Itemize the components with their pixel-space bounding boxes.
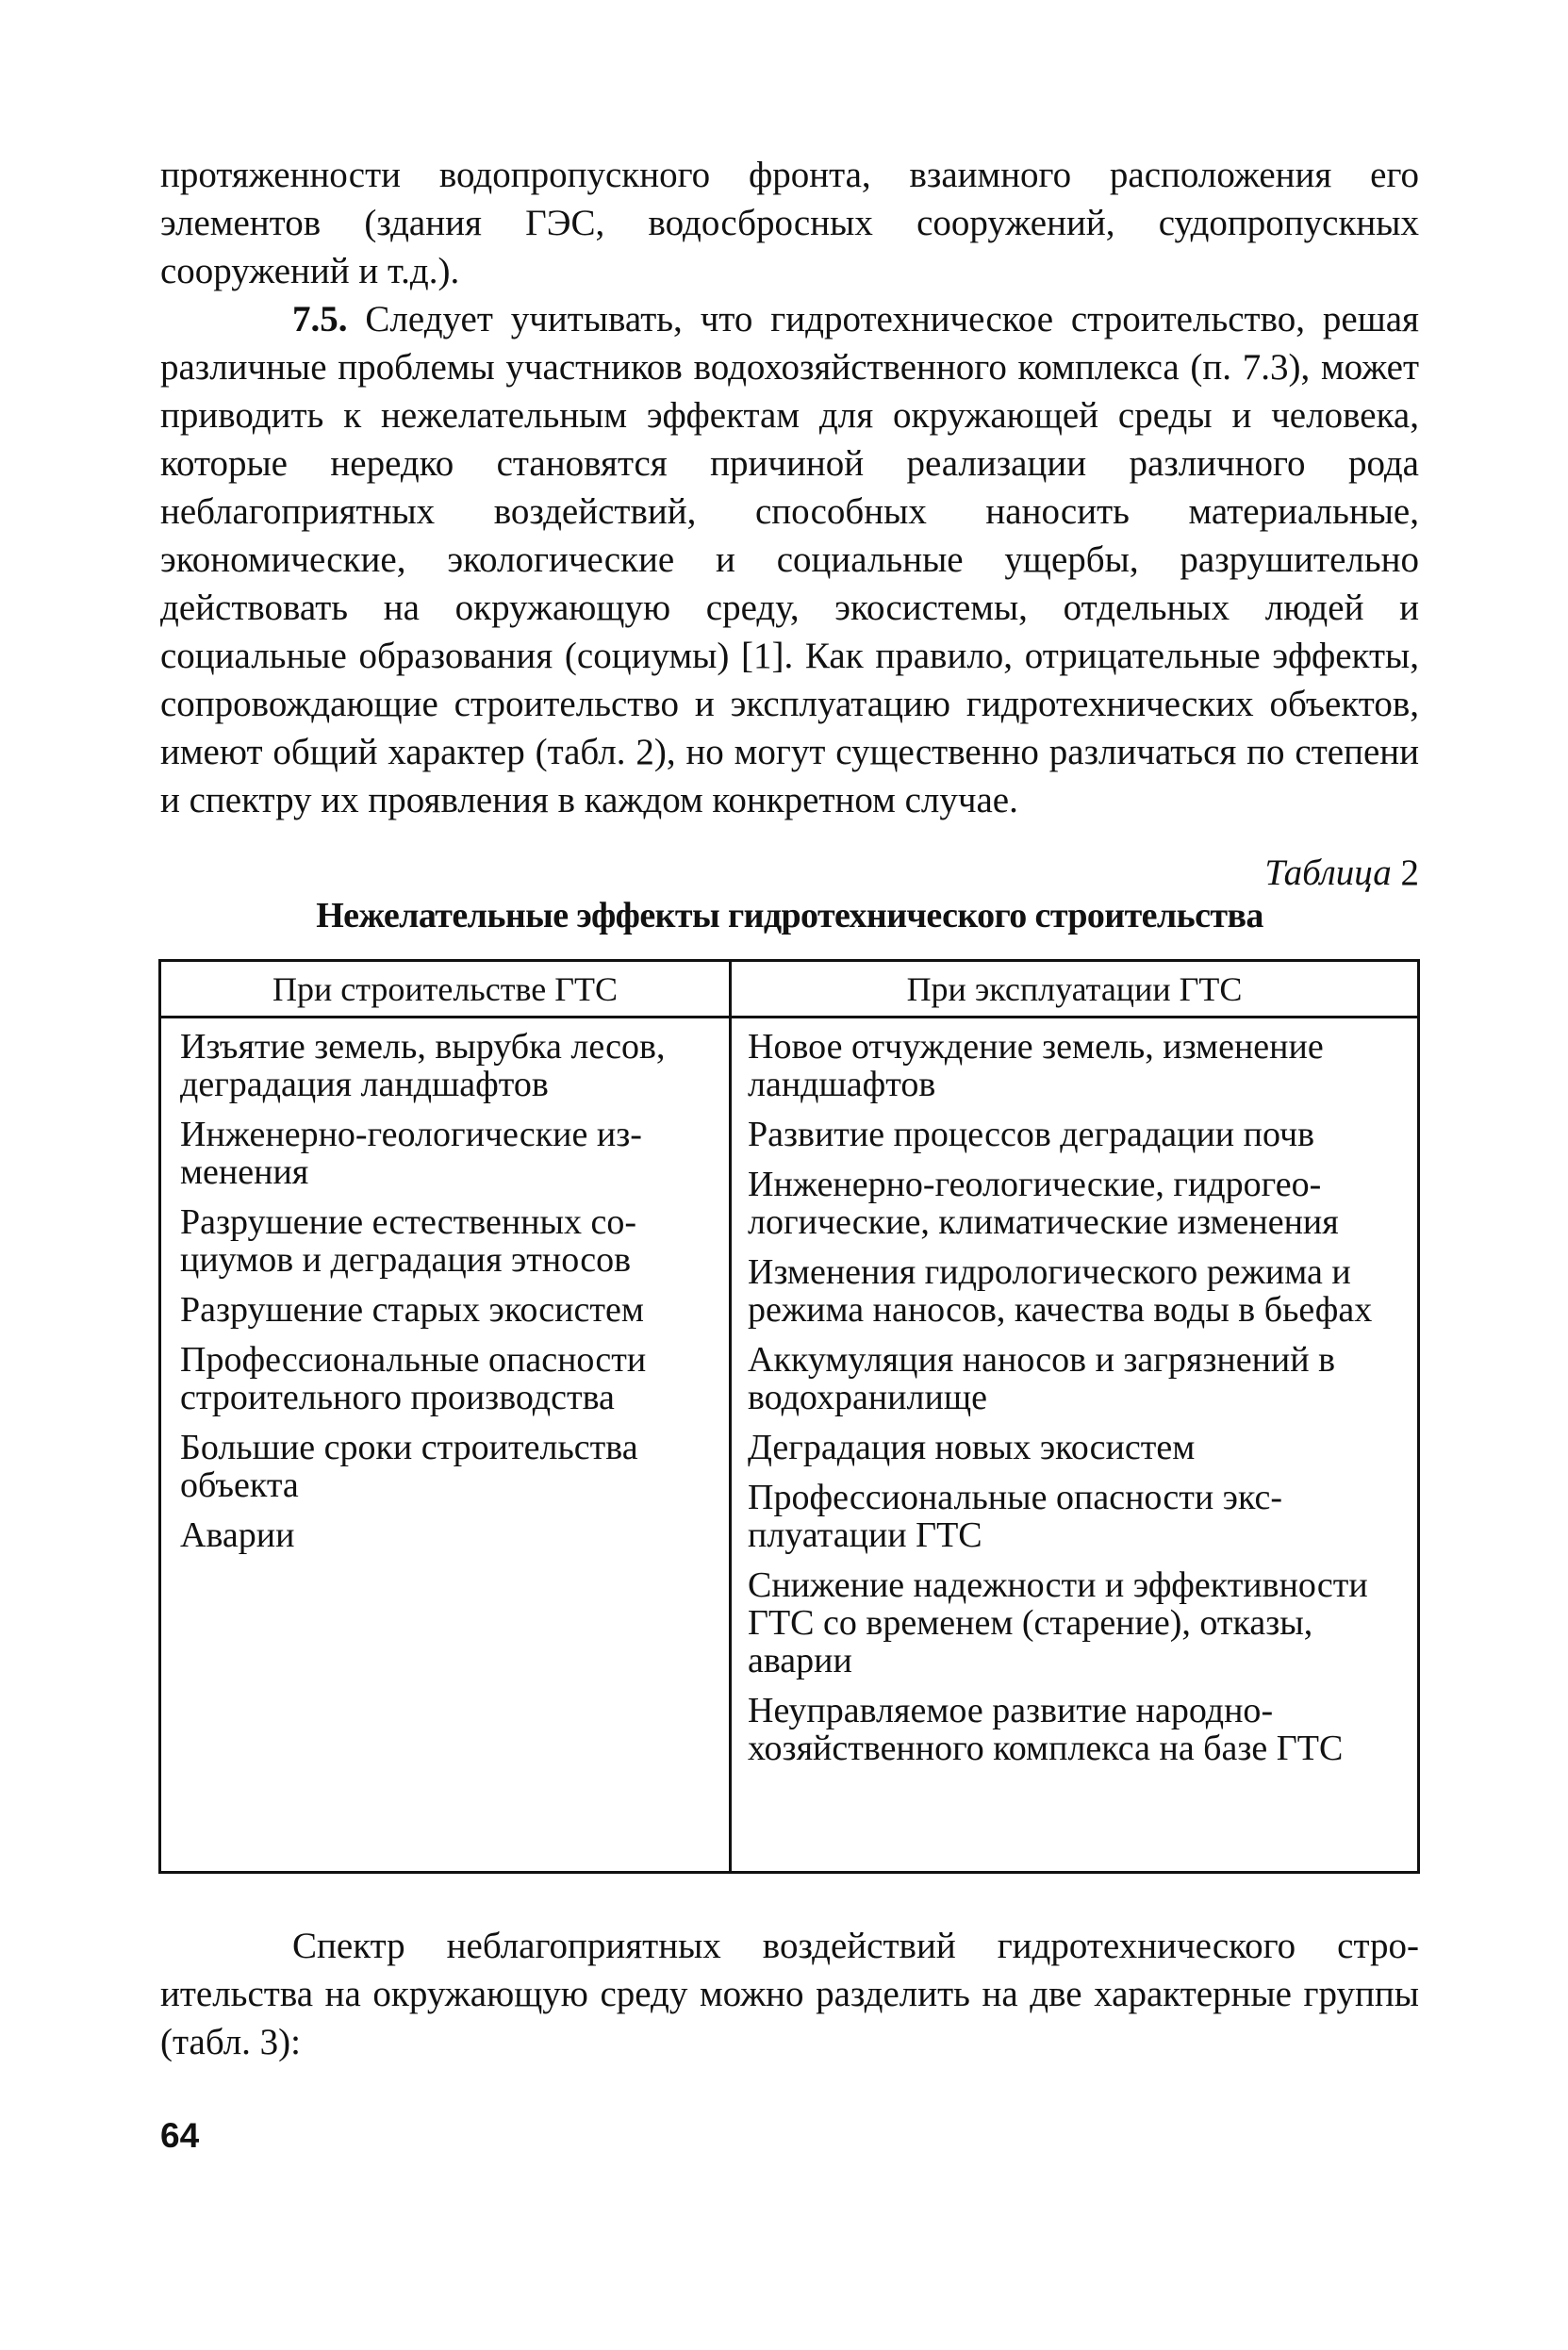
table-cell: Профессиональные опасности строительного производства [180, 1340, 647, 1417]
table-cell: Разрушение старых экосистем [180, 1290, 644, 1330]
table-cell: Снижение надежности и эффективности ГТС со временем (старение), отказы, аварии [748, 1565, 1368, 1680]
table-cell: Разрушение естественных социумов и деградация этносов [180, 1202, 637, 1280]
column-divider [729, 962, 732, 1871]
paragraph-continuation: протяженности водопропускного фронта, взаимного расположения его элементов (здания ГЭС, водосбросных сооружений, судопропускных сооружений и т.д.). [160, 155, 1419, 291]
body-text [160, 1922, 1419, 2066]
paragraph-7-5-text: Следует учитывать, что гидротехническое строительство, решая различные проблемы участников водохозяйственного комплекса (п. 7.3), может приводить к нежелательным эффектам для окружающей среды и человека, которые нередко становятся причиной реализации различного рода неблагоприятных воздействий, способных наносить материальные, экономические, экологические и социальные ущербы, разрушительно действовать на окружающую среду, экосистемы, отдельных людей и социальные образования (социумы) [1]. Как правило, отрицательные эффекты, сопровождающие строительство и эксплуатацию гидротехнических объектов, имеют общий характер (табл. 2), но могут существенно различаться по степени и спектру их проявления в каждом конкретном случае. [160, 299, 1419, 820]
table-cell: Развитие процессов деградации почв [748, 1115, 1315, 1154]
table-cell: Изменения гидрологического режима и режима наносов, качества воды в бьефах [748, 1252, 1373, 1330]
intro-text [160, 151, 1419, 824]
table-cell: Новое отчуждение земель, изменение ландшафтов [748, 1027, 1324, 1104]
table-title: Нежелательные эффекты гидротехнического строительства [316, 896, 1263, 935]
table-caption [1264, 849, 1419, 897]
table-cell: Аккумуляция наносов и загрязнений в водохранилище [748, 1340, 1336, 1417]
paragraph-7-5 [160, 295, 1419, 824]
section-number: 7.5. [292, 299, 348, 339]
header-construction: При строительстве ГТС [272, 969, 619, 1008]
paragraph-spectrum: Спектр неблагоприятных воздействий гидротехнического строительства на окружающую среду можно разделить на две характерные группы (табл. 3): [160, 1926, 1419, 2062]
table-cell: Неуправляемое развитие народнохозяйственного комплекса на базе ГТС [748, 1691, 1344, 1768]
page-number: 64 [160, 2116, 200, 2155]
table-cell: Деградация новых экосистем [748, 1428, 1196, 1467]
effects-table [158, 959, 1420, 1874]
table-caption-number: 2 [1400, 852, 1419, 893]
table-caption-label: Таблица [1264, 852, 1392, 893]
table-cell: Инженерно-геологические, гидрогеологические, климатические изменения [748, 1165, 1339, 1242]
table-cell: Изъятие земель, вырубка лесов, деградация ландшафтов [180, 1027, 666, 1104]
header-operation: При эксплуатации ГТС [906, 969, 1243, 1008]
table-header-row [161, 962, 1417, 1018]
construction-effects-column [180, 1028, 718, 1566]
table-cell: Аварии [180, 1515, 295, 1555]
table-cell: Профессиональные опасности эксплуатации ГТС [748, 1478, 1283, 1555]
table-cell: Большие сроки строительства объекта [180, 1428, 638, 1505]
table-cell: Инженерно-геологические изменения [180, 1115, 642, 1192]
operation-effects-column [748, 1028, 1408, 1779]
